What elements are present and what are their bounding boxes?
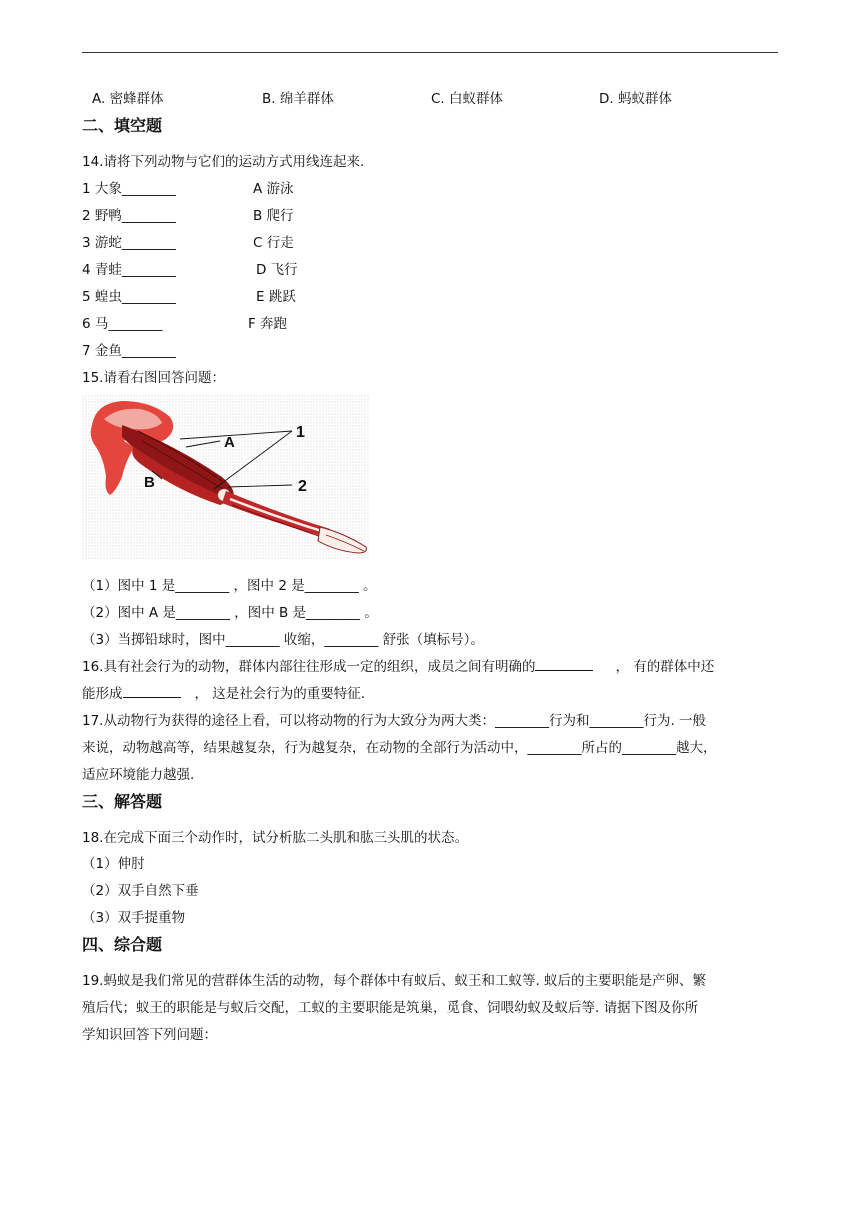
figure-label-a: A <box>224 434 235 451</box>
q18-item: （3）双手提重物 <box>82 910 186 926</box>
q15-stem: 15.请看右图回答问题： <box>82 370 225 386</box>
q15-sub-2: （2）图中 A 是________ ，图中 B 是________ 。 <box>82 605 378 621</box>
q15-sub-3: （3）当掷铅球时，图中________ 收缩，________ 舒张（填标号）。 <box>82 632 484 648</box>
q14-left-item: 6 马________ <box>82 316 163 332</box>
q18-item: （2）双手自然下垂 <box>82 883 199 899</box>
q19-line-1: 19.蚂蚁是我们常见的营群体生活的动物，每个群体中有蚁后、蚁王和工蚁等. 蚁后的主要职能是产卵、繁 <box>82 973 707 989</box>
option-d: D. 蚂蚁群体 <box>599 91 672 107</box>
q15-sub-1: （1）图中 1 是________ ，图中 2 是________ 。 <box>82 578 377 594</box>
q16-text-a: 16.具有社会行为的动物，群体内部往往形成一定的组织，成员之间有明确的 <box>82 659 536 675</box>
arm-muscle-figure <box>82 395 370 560</box>
q19-line-2: 殖后代；蚁王的职能是与蚁后交配，工蚁的主要职能是筑巢，觅食、饲喂幼蚁及蚁后等. 请据下图及你所 <box>82 1000 699 1016</box>
q14-left-item: 3 游蛇________ <box>82 235 176 251</box>
q14-right-item: A 游泳 <box>253 181 294 197</box>
q14-left-item: 1 大象________ <box>82 181 176 197</box>
section-heading-fill-blank: 二、填空题 <box>82 116 163 135</box>
q14-right-item: E 跳跃 <box>256 289 296 305</box>
q14-left-item: 7 金鱼________ <box>82 343 176 359</box>
answer-blank <box>535 658 593 671</box>
q16-line-1 <box>82 655 714 675</box>
arm-muscle-illustration <box>82 395 370 560</box>
section-heading-comprehensive: 四、综合题 <box>82 935 163 954</box>
option-a: A. 密蜂群体 <box>92 91 164 107</box>
q16-text-c: 能形成 <box>82 686 123 702</box>
q14-left-item: 2 野鸭________ <box>82 208 176 224</box>
section-heading-answer: 三、解答题 <box>82 792 163 811</box>
q14-stem: 14.请将下列动物与它们的运动方式用线连起来. <box>82 154 365 170</box>
q14-right-item: F 奔跑 <box>248 316 288 332</box>
figure-label-2: 2 <box>298 478 307 495</box>
q17-line-2: 来说，动物越高等，结果越复杂，行为越复杂，在动物的全部行为活动中，________所占的________越大， <box>82 740 717 756</box>
figure-label-1: 1 <box>296 424 305 441</box>
figure-label-b: B <box>144 474 155 491</box>
q18-stem: 18.在完成下面三个动作时，试分析肱二头肌和肱三头肌的状态。 <box>82 830 468 846</box>
q18-item: （1）伸肘 <box>82 856 145 872</box>
q14-right-item: C 行走 <box>253 235 294 251</box>
q14-left-item: 4 青蛙________ <box>82 262 176 278</box>
q19-line-3: 学知识回答下列问题： <box>82 1027 217 1043</box>
option-b: B. 绵羊群体 <box>262 91 334 107</box>
q16-text-b: ， 有的群体中还 <box>615 659 715 675</box>
q16-text-d: ， 这是社会行为的重要特征. <box>194 686 366 702</box>
q14-left-item: 5 蝗虫________ <box>82 289 176 305</box>
q14-right-item: B 爬行 <box>253 208 294 224</box>
q17-line-1: 17.从动物行为获得的途径上看，可以将动物的行为大致分为两大类：________行为和________行为. 一般 <box>82 713 707 729</box>
q17-line-3: 适应环境能力越强. <box>82 767 195 783</box>
option-c: C. 白蚁群体 <box>431 91 504 107</box>
answer-blank <box>123 685 181 698</box>
q14-right-item: D 飞行 <box>256 262 298 278</box>
q16-line-2 <box>82 682 365 702</box>
header-rule <box>82 52 778 53</box>
